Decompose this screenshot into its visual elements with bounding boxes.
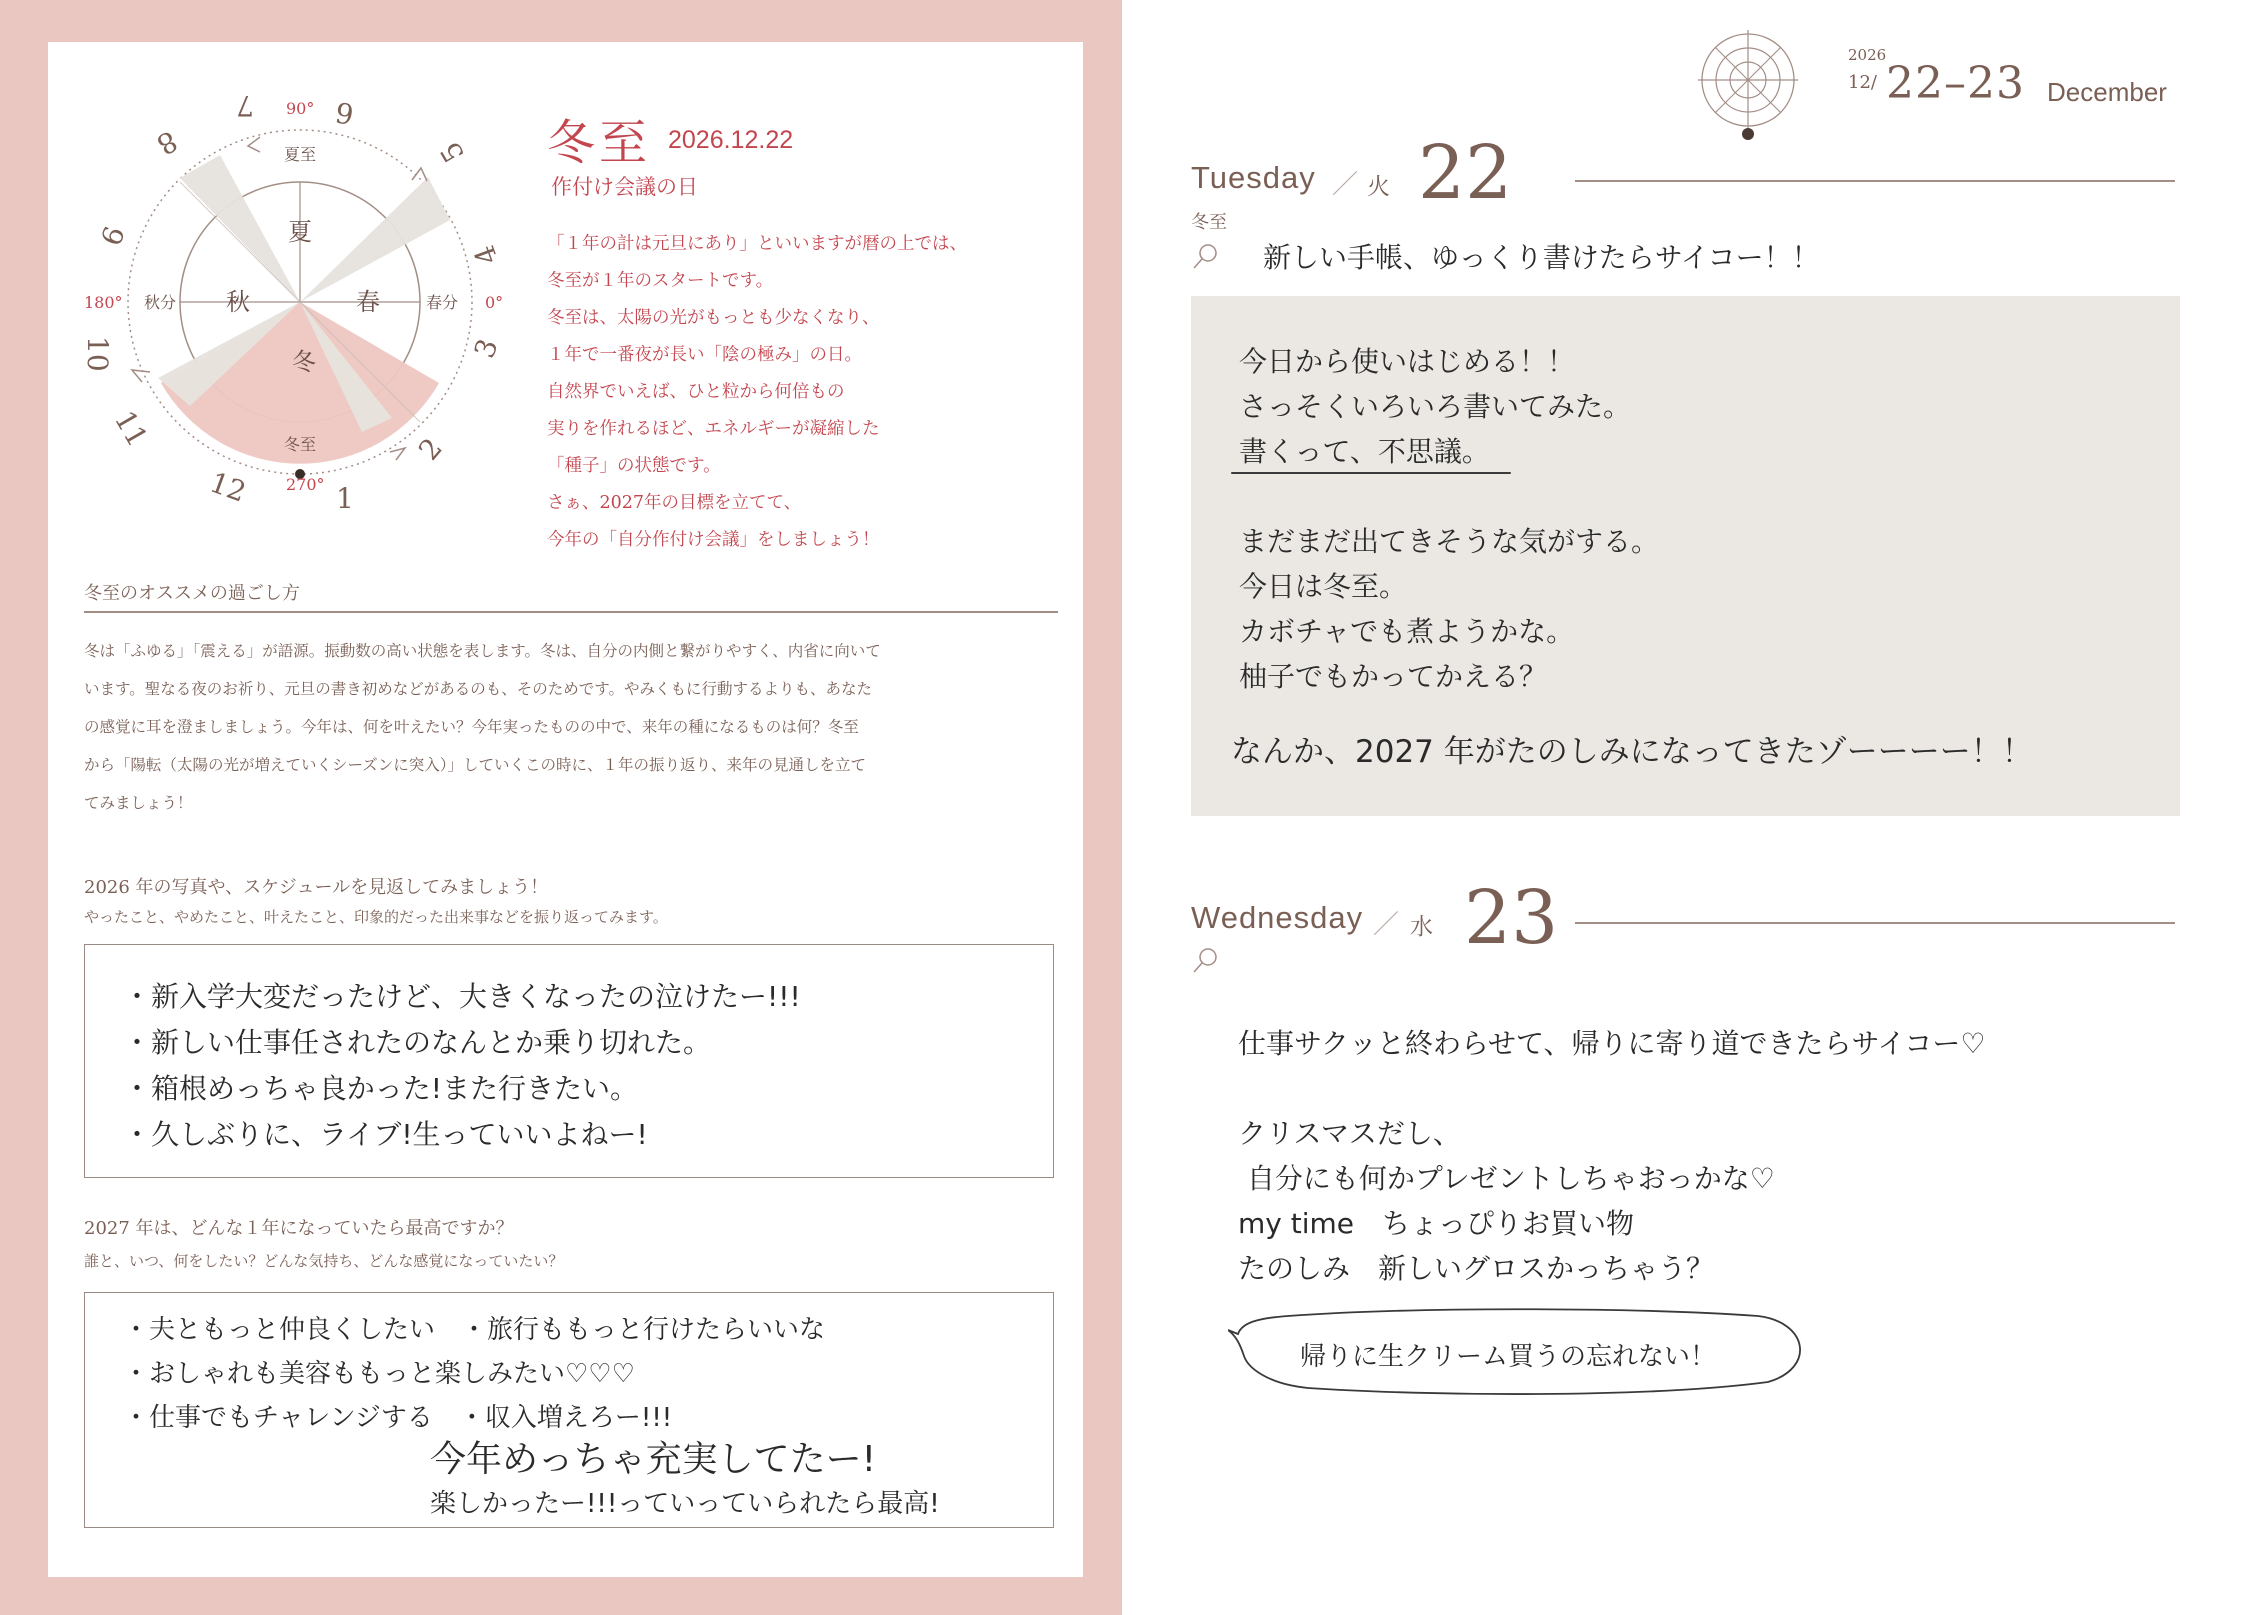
degree-270: 270°	[286, 475, 325, 494]
day1-weekday: Tuesday	[1191, 160, 1316, 195]
day1-panel-line: さっそくいろいろ書いてみた。	[1239, 390, 1632, 423]
q2-big-line: 今年めっちゃ充実してたー!	[430, 1439, 877, 1480]
season-summer: 夏	[288, 218, 312, 246]
recommend-line: てみましょう！	[84, 794, 193, 812]
q1-answer-line: ・久しぶりに、ライブ!生っていいよねー!	[123, 1118, 648, 1151]
q2-answer-line: ・夫ともっと仲良くしたい ・旅行ももっと行けたらいいな	[123, 1315, 826, 1345]
header-date-range: 22–23	[1886, 58, 2025, 109]
degree-90: 90°	[286, 99, 315, 118]
day1-panel-line: 今日から使いはじめる！！	[1239, 345, 1576, 378]
header-year: 2026	[1848, 46, 1887, 64]
spring-wedge	[300, 177, 450, 302]
q1-subtitle: やったこと、やめたこと、叶えたこと、印象的だった出来事などを振り返ってみます。	[84, 908, 668, 926]
day1-intro: 新しい手帳、ゆっくり書けたらサイコー！！	[1263, 241, 1820, 274]
day1-slash: ／	[1332, 170, 1359, 200]
marker-autumn-equinox: 秋分	[144, 293, 177, 312]
solstice-line: さぁ、2027年の目標を立てて、	[547, 493, 802, 513]
day2-line: my time ちょっぴりお買い物	[1238, 1207, 1635, 1240]
recommend-line: います。聖なる夜のお祈り、元旦の書き初めなどがあるのも、そのためです。やみくもに行動するよりも、あなた	[84, 680, 873, 698]
hour-11: 11	[107, 405, 155, 453]
pin-icon	[1191, 242, 1221, 272]
degree-0: 0°	[485, 293, 504, 312]
hour-6: 6	[332, 95, 357, 131]
q1-answer-box[interactable]	[84, 944, 1054, 1178]
solstice-paragraph	[547, 226, 1087, 559]
recommend-heading: 冬至のオススメの過ごし方	[84, 583, 300, 604]
recommend-divider	[84, 611, 1058, 613]
q2-last-line: 楽しかったー!!!っていっていられたら最高!	[430, 1489, 940, 1519]
day2-line: 自分にも何かプレゼントしちゃおっかな♡	[1238, 1162, 1775, 1195]
hour-12: 12	[205, 465, 251, 509]
hour-1: 1	[336, 482, 354, 515]
header-month: 12/	[1848, 72, 1877, 93]
marker-spring-equinox: 春分	[426, 293, 459, 312]
summer-wedge	[180, 155, 300, 302]
q1-answer-line: ・新入学大変だったけど、大きくなったの泣けたー!!!	[123, 980, 801, 1013]
day1-number: 22	[1418, 130, 1513, 216]
day1-tag: 冬至	[1191, 212, 1227, 233]
q2-title: 2027 年は、どんな１年になっていたら最高ですか？	[84, 1218, 514, 1239]
day2-line: たのしみ 新しいグロスかっちゃう？	[1238, 1252, 1715, 1285]
day2-weekday: Wednesday	[1191, 900, 1364, 935]
season-autumn: 秋	[226, 288, 250, 316]
recommend-body	[84, 632, 1064, 822]
day2-weekday-kanji: 水	[1410, 914, 1433, 940]
degree-180: 180°	[84, 293, 123, 312]
solstice-line: １年で一番夜が長い「陰の極み」の日。	[547, 345, 862, 365]
day1-panel-line: カボチャでも煮ようかな。	[1239, 615, 1575, 648]
header-month-name: December	[2047, 77, 2167, 107]
day1-notes-panel[interactable]	[1191, 296, 2180, 816]
recommend-line: 冬は「ふゆる」「震える」が語源。振動数の高い状態を表します。冬は、自分の内側と繋がりやすく、内省に向いて	[84, 642, 881, 660]
q1-answer-line: ・新しい仕事任されたのなんとか乗り切れた。	[123, 1026, 712, 1059]
season-spring: 春	[356, 288, 380, 316]
compass-icon	[1693, 24, 1803, 144]
day2-line: クリスマスだし、	[1238, 1117, 1461, 1150]
day1-panel-line: まだまだ出てきそうな気がする。	[1239, 525, 1660, 558]
recommend-line: から「陽転（太陽の光が増えていくシーズンに突入）」していくこの時に、１年の振り返り、来年の見通しを立て	[84, 756, 866, 774]
day2-line: 仕事サクッと終わらせて、帰りに寄り道できたらサイコー♡	[1238, 1027, 1986, 1060]
day1-weekday-kanji: 火	[1367, 174, 1390, 200]
day1-big-line: なんか、2027 年がたのしみになってきたゾーーーー！！	[1231, 734, 2033, 770]
day1-rule	[1575, 180, 2175, 182]
solstice-line: 冬至が１年のスタートです。	[547, 271, 774, 291]
solstice-line: 「種子」の状態です。	[547, 456, 721, 476]
day2-rule	[1575, 922, 2175, 924]
q1-title: 2026 年の写真や、スケジュールを見返してみましょう！	[84, 877, 549, 898]
reminder-text: 帰りに生クリーム買うの忘れない！	[1300, 1342, 1717, 1372]
q2-answer-line: ・仕事でもチャレンジする ・収入増えろー!!!	[123, 1403, 673, 1433]
q2-answer-box[interactable]	[84, 1292, 1054, 1528]
solstice-line: 「１年の計は元旦にあり」といいますが暦の上では、	[547, 234, 967, 254]
day2-slash: ／	[1373, 910, 1400, 940]
day1-panel-line: 今日は冬至。	[1239, 570, 1408, 603]
hour-5: 5	[433, 136, 472, 168]
hour-7: 7	[236, 89, 254, 122]
solstice-line: 実りを作れるほど、エネルギーが凝縮した	[547, 419, 880, 439]
solstice-line: 自然界でいえば、ひと粒から何倍もの	[547, 382, 845, 402]
season-winter: 冬	[292, 348, 316, 376]
solstice-title: 冬至	[547, 115, 652, 171]
solstice-subtitle: 作付け会議の日	[551, 175, 698, 199]
day1-panel-line: 書くって、不思議。	[1239, 435, 1490, 468]
day1-underline	[1231, 472, 1511, 474]
day1-panel-line: 柚子でもかってかえる？	[1239, 660, 1548, 693]
q1-answer-line: ・箱根めっちゃ良かった!また行きたい。	[123, 1072, 638, 1105]
hour-3: 3	[467, 334, 505, 363]
marker-winter-solstice: 冬至	[284, 435, 317, 454]
solstice-clock-diagram	[60, 60, 520, 530]
hour-2: 2	[412, 431, 449, 467]
hour-8: 8	[151, 123, 183, 162]
hour-9: 9	[93, 221, 131, 250]
recommend-line: の感覚に耳を澄ましましょう。今年は、何を叶えたい？今年実ったものの中で、来年の種になるものは何？冬至	[84, 718, 859, 736]
pin-icon	[1191, 946, 1221, 976]
hour-4: 4	[467, 240, 505, 269]
q2-answer-line: ・おしゃれも美容ももっと楽しみたい♡♡♡	[123, 1359, 635, 1389]
solstice-line: 今年の「自分作付け会議」をしましょう！	[547, 530, 880, 550]
q2-subtitle: 誰と、いつ、何をしたい？どんな気持ち、どんな感覚になっていたい？	[84, 1252, 564, 1270]
solstice-line: 冬至は、太陽の光がもっとも少なくなり、	[547, 308, 880, 328]
solstice-date: 2026.12.22	[668, 126, 794, 154]
marker-summer-solstice: 夏至	[284, 145, 317, 164]
day2-number: 23	[1464, 875, 1559, 961]
hour-10: 10	[81, 336, 114, 372]
